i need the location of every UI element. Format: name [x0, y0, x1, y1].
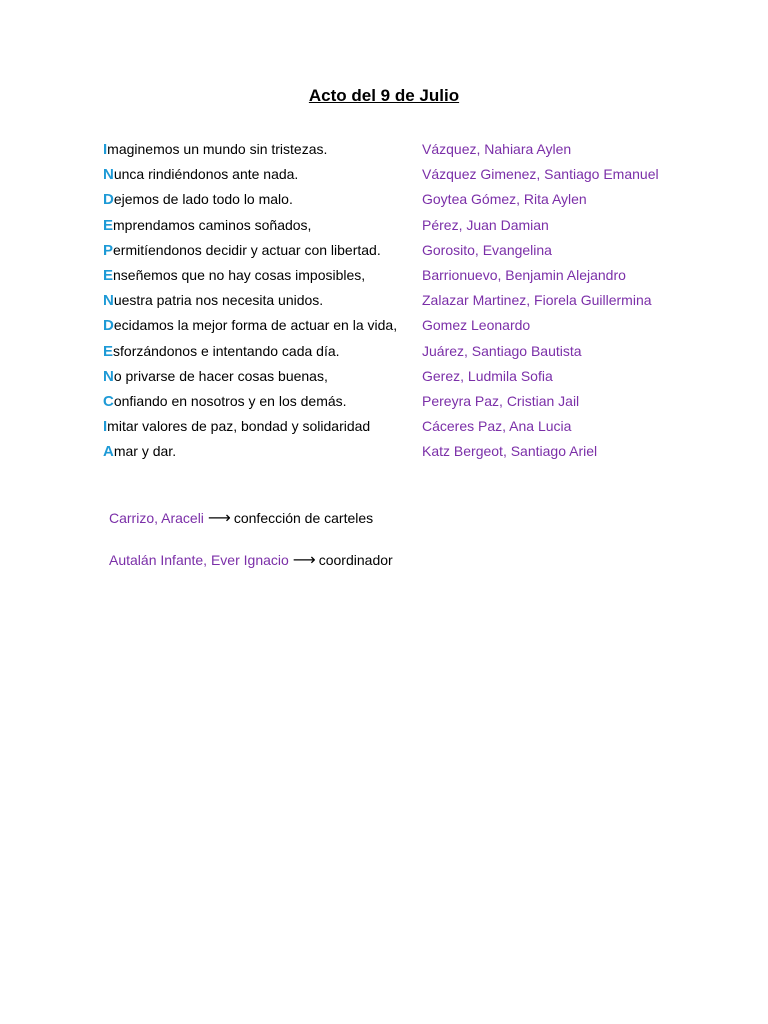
verse-text: mprendamos caminos soñados, — [113, 216, 312, 233]
student-name: Katz Bergeot, Santiago Ariel — [422, 443, 598, 460]
verse-text: ecidamos la mejor forma de actuar en la vida, — [113, 317, 398, 334]
verse-text: ejemos de lado todo lo malo. — [113, 191, 293, 208]
student-name: Juárez, Santiago Bautista — [422, 342, 582, 359]
role-description: coordinador — [318, 552, 393, 568]
verse-initial: A — [103, 443, 114, 461]
verse-line — [103, 341, 340, 362]
acrostic-row — [103, 139, 703, 164]
student-name: Gorosito, Evangelina — [422, 241, 552, 258]
verse-text: nseñemos que no hay cosas imposibles, — [113, 266, 366, 283]
acrostic-row — [103, 215, 703, 240]
student-name: Goytea Gómez, Rita Aylen — [422, 191, 587, 208]
verse-line — [103, 315, 397, 336]
verse-line — [103, 164, 298, 185]
verse-text: mitar valores de paz, bondad y solidaridad — [107, 418, 371, 435]
student-name: Barrionuevo, Benjamin Alejandro — [422, 266, 626, 283]
role-row — [109, 550, 393, 592]
verse-text: maginemos un mundo sin tristezas. — [107, 141, 328, 157]
acrostic-row — [103, 265, 703, 290]
document-title: Acto del 9 de Julio — [308, 86, 460, 105]
verse-initial: I — [103, 418, 108, 436]
verse-line — [103, 391, 347, 412]
student-name: Cáceres Paz, Ana Lucia — [422, 418, 572, 435]
student-name: Pérez, Juan Damian — [422, 216, 549, 233]
verse-text: ermitíendonos decidir y actuar con libertad. — [113, 241, 381, 258]
long-right-arrow-icon: ⟶ — [292, 550, 316, 569]
acrostic-row — [103, 341, 703, 366]
role-description: confección de carteles — [233, 510, 374, 526]
verse-line — [103, 139, 327, 160]
verse-line — [103, 240, 381, 261]
acrostic-row — [103, 391, 703, 416]
verse-initial: D — [103, 317, 114, 335]
student-name: Zalazar Martinez, Fiorela Guillermina — [422, 292, 652, 309]
role-row — [109, 508, 393, 550]
student-name: Gerez, Ludmila Sofia — [422, 367, 553, 384]
verse-line — [103, 290, 323, 311]
verse-text: onfiando en nosotros y en los demás. — [113, 392, 347, 409]
verse-initial: N — [103, 367, 114, 385]
acrostic-poem — [103, 139, 703, 466]
verse-line — [103, 366, 328, 387]
verse-line — [103, 416, 370, 437]
role-assignments — [109, 508, 393, 592]
student-name: Vázquez Gimenez, Santiago Emanuel — [422, 166, 659, 183]
acrostic-row — [103, 189, 703, 214]
verse-initial: C — [103, 392, 114, 410]
verse-initial: E — [103, 342, 114, 360]
verse-text: uestra patria nos necesita unidos. — [113, 292, 324, 309]
acrostic-row — [103, 240, 703, 265]
verse-line — [103, 265, 365, 286]
verse-initial: E — [103, 266, 114, 284]
acrostic-row — [103, 366, 703, 391]
acrostic-row — [103, 164, 703, 189]
verse-initial: D — [103, 191, 114, 209]
verse-text: unca rindiéndonos ante nada. — [113, 166, 299, 183]
verse-line — [103, 441, 176, 462]
acrostic-row — [103, 416, 703, 441]
student-name: Gomez Leonardo — [422, 317, 531, 334]
verse-line — [103, 215, 311, 236]
acrostic-row — [103, 290, 703, 315]
verse-text: sforzándonos e intentando cada día. — [113, 342, 340, 359]
long-right-arrow-icon: ⟶ — [207, 508, 231, 527]
role-person-name: Autalán Infante, Ever Ignacio — [109, 552, 289, 568]
student-name: Pereyra Paz, Cristian Jail — [422, 392, 580, 409]
verse-text: o privarse de hacer cosas buenas, — [113, 367, 328, 384]
verse-initial: P — [103, 241, 114, 259]
verse-initial: E — [103, 216, 114, 234]
student-name: Vázquez, Nahiara Aylen — [422, 141, 572, 157]
verse-initial: N — [103, 166, 114, 184]
verse-initial: N — [103, 292, 114, 310]
acrostic-row — [103, 441, 703, 466]
role-person-name: Carrizo, Araceli — [109, 510, 204, 526]
verse-text: mar y dar. — [113, 443, 177, 460]
acrostic-row — [103, 315, 703, 340]
verse-initial: I — [103, 141, 108, 158]
verse-line — [103, 189, 293, 210]
